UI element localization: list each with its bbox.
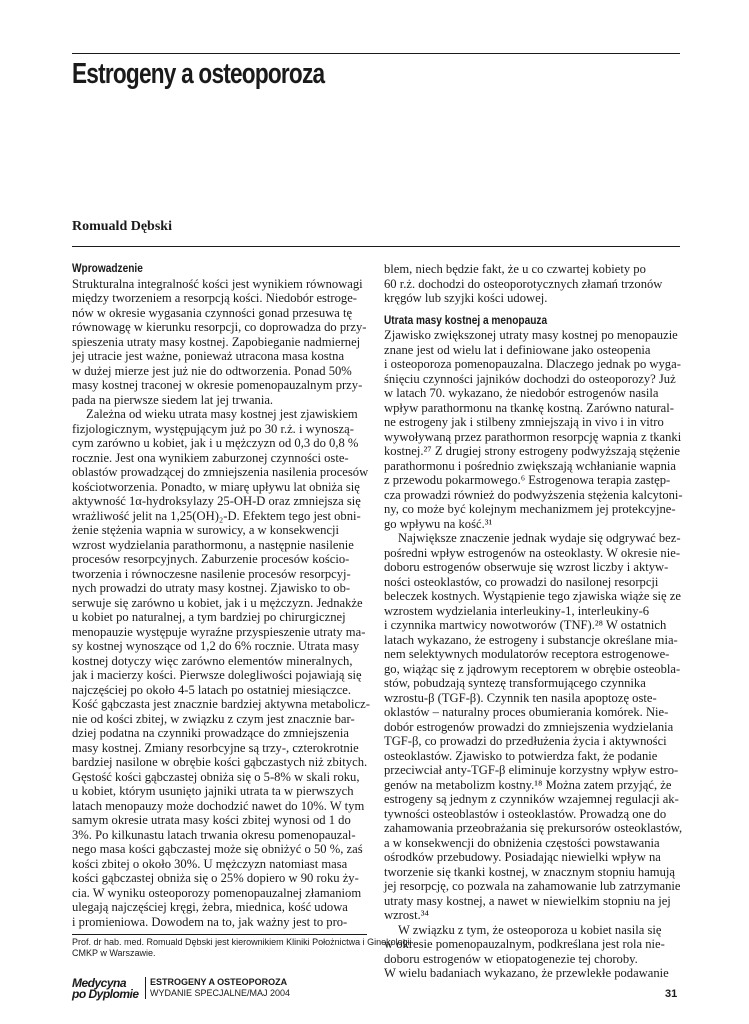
body-text-line: Kość gąbczasta jest znacznie bardziej aktywna metabolicz-	[72, 697, 370, 711]
logo-line: po Dyplomie	[72, 987, 139, 1001]
body-text-line: osteoklastów. Zjawisko to potwierdza fakt, że podanie	[384, 748, 658, 763]
body-text-line: ośrodków przebudowy. Posiadając niewielki wpływ na	[384, 850, 661, 864]
body-text-line: ności osteoklastów, co prowadzi do nasilonej resorpcji	[384, 574, 659, 589]
right-column	[384, 262, 681, 981]
body-text-line: Zależna od wieku utrata masy kostnej jest zjawiskiem	[86, 407, 358, 421]
body-text-line: spieszenia utraty masy kostnej. Zapobieganie nadmiernej	[72, 334, 361, 349]
body-text-line: dobór estrogenów prowadzi do zmniejszenia wydzielania	[384, 719, 674, 734]
body-text-line: nów w okresie wygasania czynności gonad przesuwa tę	[72, 305, 353, 320]
body-text-line: ulegają najczęściej kręgi, żebra, miednica, kość udowa	[72, 900, 348, 914]
body-text-line: cia. W wyniku osteoporozy pomenopauzalnej złamaniom	[72, 885, 362, 900]
body-text-line: go wpływu na kość.³¹	[384, 516, 493, 531]
body-text-line: nie od kości zbitej, w związku z czym jest znacznie bar-	[72, 711, 355, 726]
body-text-line: kręgów lub szyjki kości udowej.	[384, 291, 548, 305]
body-text-line: jej utracie jest ważne, ponieważ utracona masa kostna	[72, 349, 345, 363]
body-text-line: masy kostnej traconej w okresie pomenopauzalnym przy-	[72, 378, 363, 392]
body-text-line: nego masa kości gąbczastej może się obniżyć o 50 %, zaś	[72, 842, 363, 856]
body-text-line: 3%. Po kilkunastu latach trwania okresu pomenopauzal-	[72, 827, 356, 842]
body-text-line: doboru estrogenów obserwuje się wzrost liczby i aktyw-	[384, 560, 669, 574]
body-text-line: stów, pobudzają syntezę transformującego czynnika	[384, 676, 646, 690]
body-text-line: latach wykazano, że estrogeny i substancje określane mia-	[384, 632, 678, 647]
body-text-line: aktywność 1α-hydroksylazy 25-OH-D oraz zmniejsza się	[72, 494, 361, 508]
body-text-line: znane jest od wielu lat i definiowane jako osteopenia	[384, 342, 651, 357]
body-text-line: pada na pierwsze siedem lat jej trwania.	[72, 392, 274, 407]
body-text-line: w okresie pomenopauzalnym, podkreślana jest rola nie-	[384, 937, 665, 951]
body-text-line: samym okresie utrata masy kości zbitej wynosi od 1 do	[72, 813, 351, 827]
body-text-line: równowagę w kierunku resorpcji, co doprowadza do przy-	[72, 320, 367, 334]
body-text-line: fizjologicznym, występującym już po 30 r.ż. i wynoszą-	[72, 421, 354, 436]
body-text-line: 60 r.ż. dochodzi do osteoporotycznych złamań trzonów	[384, 276, 663, 291]
author-footnote	[72, 937, 412, 959]
body-text-line: kości gąbczastej obniża się o 25% dopiero w 90 roku ży-	[72, 871, 359, 885]
author-rule	[72, 246, 680, 247]
journal-logo	[72, 978, 139, 1000]
body-text-line: ne estrogeny jak i stilbeny zmniejszają in vivo i in vitro	[384, 415, 664, 429]
body-text-line: latach menopauzy może dochodzić nawet do 10%. W tym	[72, 798, 365, 813]
body-text-line: żenie stężenia wapnia w surowicy, a w konsekwencji	[72, 523, 340, 537]
body-text-line: wzrostu-β (TGF-β). Czynnik ten nasila apoptozę oste-	[384, 690, 657, 705]
body-text-line: sy kostnej wynoszące od 1,2 do 6% rocznie. Utrata masy	[72, 639, 360, 653]
edition-label: WYDANIE SPECJALNE/MAJ 2004	[150, 988, 291, 998]
body-text-line: doboru estrogenów w etiopatogenezie tej choroby.	[384, 951, 638, 966]
body-text-line: oblastów prowadzącej do zmniejszenia nasilenia procesów	[72, 465, 369, 479]
body-text-line: wrażliwość jelit na 1,25(OH)₂-D. Efektem tego jest obni-	[72, 508, 361, 523]
body-text-line: nych prowadzi do utraty masy kostnej. Zjawisko to ob-	[72, 581, 351, 595]
body-text-line: tworzenia i równoczesne nasilenie procesów resorpcyj-	[72, 566, 351, 581]
body-text-line: wzrostem wydzielania interleukiny-1, interleukiny-6	[384, 603, 650, 618]
body-text-line: genów na metabolizm kostny.¹⁸ Można zatem przyjąć, że	[384, 777, 672, 792]
page-title: Estrogeny a osteoporoza	[72, 58, 325, 90]
body-text-line: Największe znaczenie jednak wydaje się odgrywać bez-	[398, 531, 681, 545]
body-text-line: Strukturalna integralność kości jest wynikiem równowagi	[72, 276, 363, 291]
body-text-line: rocznie. Jest ona wynikiem zaburzonej czynności oste-	[72, 450, 349, 465]
logo-line: Medycyna	[72, 976, 127, 990]
left-column	[72, 262, 369, 929]
body-text-line: kostnej.²⁷ Z drugiej strony estrogeny podwyższają stężenie	[384, 444, 680, 458]
body-text-line: a w konsekwencji do obniżenia częstości powstawania	[384, 835, 660, 850]
body-text-line: najczęściej po około 4-5 latach po ostatniej miesiączce.	[72, 682, 352, 697]
body-text-line: tywności osteoblastów i osteoklastów. Prowadzą one do	[384, 806, 667, 821]
body-text-line: Gęstość kości gąbczastej obniża się o 5-8% w skali roku,	[72, 769, 360, 784]
body-text-line: blem, niech będzie fakt, że u co czwartej kobiety po	[384, 262, 646, 276]
body-text-line: utraty masy kostnej, a nawet w niewielkim stopniu na jej	[384, 893, 671, 908]
page-number: 31	[665, 988, 678, 1000]
body-text-line: masy kostnej. Zmiany resorbcyjne są trzy-, czterokrotnie	[72, 740, 359, 755]
body-text-line: ny, co może być kolejnym mechanizmem jej protekcyjne-	[384, 502, 676, 516]
body-text-line: oklastów – naturalny proces obumierania komórek. Nie-	[384, 705, 669, 719]
footnote-line: CMKP w Warszawie.	[72, 948, 156, 958]
body-text-line: u kobiet po naturalnej, a tym bardziej po chirurgicznej	[72, 610, 346, 624]
body-text-line: wzrost wydzielania parathormonu, a następnie nasilenie	[72, 537, 354, 552]
body-text-line: przeciwciał anty-TGF-β eliminuje korzystny wpływ estro-	[384, 763, 679, 777]
body-text-line: i osteoporoza pomenopauzalna. Dlaczego jednak po wyga-	[384, 357, 681, 371]
body-text-line: zahamowania przeobrażania się prekursorów osteoklastów,	[384, 821, 683, 835]
body-text-line: cym zarówno u kobiet, jak i u mężczyzn od 0,3 do 0,8 %	[72, 436, 359, 450]
body-text-line: i czynnika martwicy nowotworów (TNF).²⁸ W ostatnich	[384, 618, 667, 632]
body-text-line: dziej podatna na czynniki prowadzące do zmniejszenia	[72, 726, 349, 740]
body-text-line: W związku z tym, że osteoporoza u kobiet nasila się	[398, 922, 662, 937]
body-text-line: tworzenie się tkanki kostnej, w znacznym stopniu hamują	[384, 864, 675, 879]
footnote-line: Prof. dr hab. med. Romuald Dębski jest kierownikiem Kliniki Położnictwa i Ginekologii	[72, 937, 412, 947]
body-text-line: między tworzeniem a resorpcją kości. Niedobór estroge-	[72, 291, 358, 305]
body-text-line: W wielu badaniach wykazano, że przewlekłe podawanie	[384, 966, 669, 980]
body-text-line: Zjawisko zwiększonej utraty masy kostnej po menopauzie	[384, 328, 678, 342]
body-text-line: jej resorpcję, co pozwala na zahamowanie lub zatrzymanie	[384, 879, 681, 893]
body-text-line: go, wiążąc się z jądrowym receptorem w obrębie osteobla-	[384, 661, 681, 676]
body-text-line: nem selektywnych modulatorów receptora estrogenowe-	[384, 647, 670, 661]
body-text-line: jak i macierzy kości. Pierwsze dolegliwości pojawiają się	[72, 668, 362, 682]
footnote-rule	[72, 934, 367, 935]
body-text-line: śnięciu czynności jajników dochodzi do osteoporozy? Już	[384, 371, 676, 386]
section-title: ESTROGENY A OSTEOPOROZA	[150, 977, 288, 987]
section-heading: Wprowadzenie	[72, 263, 143, 275]
body-text-line: kostnej dotyczy więc zarówno elementów mineralnych,	[72, 653, 353, 668]
body-text-line: TGF-β, co prowadzi do przedłużenia życia i aktywności	[384, 734, 667, 748]
body-text-line: w latach 70. wykazano, że niedobór estrogenów nasila	[384, 386, 659, 400]
author-name: Romuald Dębski	[72, 219, 172, 234]
body-text-line: wywoływaną przez parathormon resorpcję wapnia z tkanki	[384, 429, 682, 444]
body-text-line: wpływ parathormonu na tkankę kostną. Zarówno natural-	[384, 400, 674, 415]
body-text-line: serwuje się zarówno u kobiet, jak i u mężczyzn. Jednakże	[72, 595, 363, 610]
section-heading: Utrata masy kostnej a menopauza	[384, 314, 548, 327]
body-text-line: beleczek kostnych. Wystąpienie tego zjawiska wiąże się ze	[384, 589, 681, 603]
body-text-line: procesów resorpcyjnych. Zaburzenie procesów kościo-	[72, 552, 350, 566]
body-text-line: u kobiet, którym usunięto jajniki utrata ta w pierwszych	[72, 784, 354, 798]
body-text-line: parathormonu i pośrednio zwiększają wchłanianie wapnia	[384, 458, 676, 473]
top-rule	[72, 53, 680, 54]
paragraph-gap	[384, 306, 681, 314]
body-text-line: i promieniowa. Dowodem na to, jak ważny jest to pro-	[72, 914, 348, 929]
body-text-line: estrogeny są jednym z czynników wzajemnej regulacji ak-	[384, 792, 679, 806]
body-text-line: w dużej mierze jest już nie do odtworzenia. Ponad 50%	[72, 363, 352, 378]
body-text-line: wzrost.³⁴	[384, 908, 429, 922]
body-text-line: kościotworzenia. Ponadto, w miarę upływu lat obniża się	[72, 479, 360, 494]
body-text-line: z przewodu pokarmowego.⁶ Estrogenowa terapia zastęp-	[384, 473, 671, 487]
body-text-line: bardziej nasilone w obrębie kości gąbczastych niż zbitych.	[72, 755, 368, 769]
body-text-line: kości zbitej o około 30%. U mężczyzn natomiast masa	[72, 856, 348, 871]
publication-info	[145, 977, 290, 999]
body-text-line: pośredni wpływ estrogenów na osteoklasty. W okresie nie-	[384, 545, 681, 560]
body-text-line: cza prowadzi również do podwyższenia stężenia kalcytoni-	[384, 487, 683, 502]
body-text-line: menopauzie występuje wyraźne przyspieszenie utraty ma-	[72, 624, 366, 639]
